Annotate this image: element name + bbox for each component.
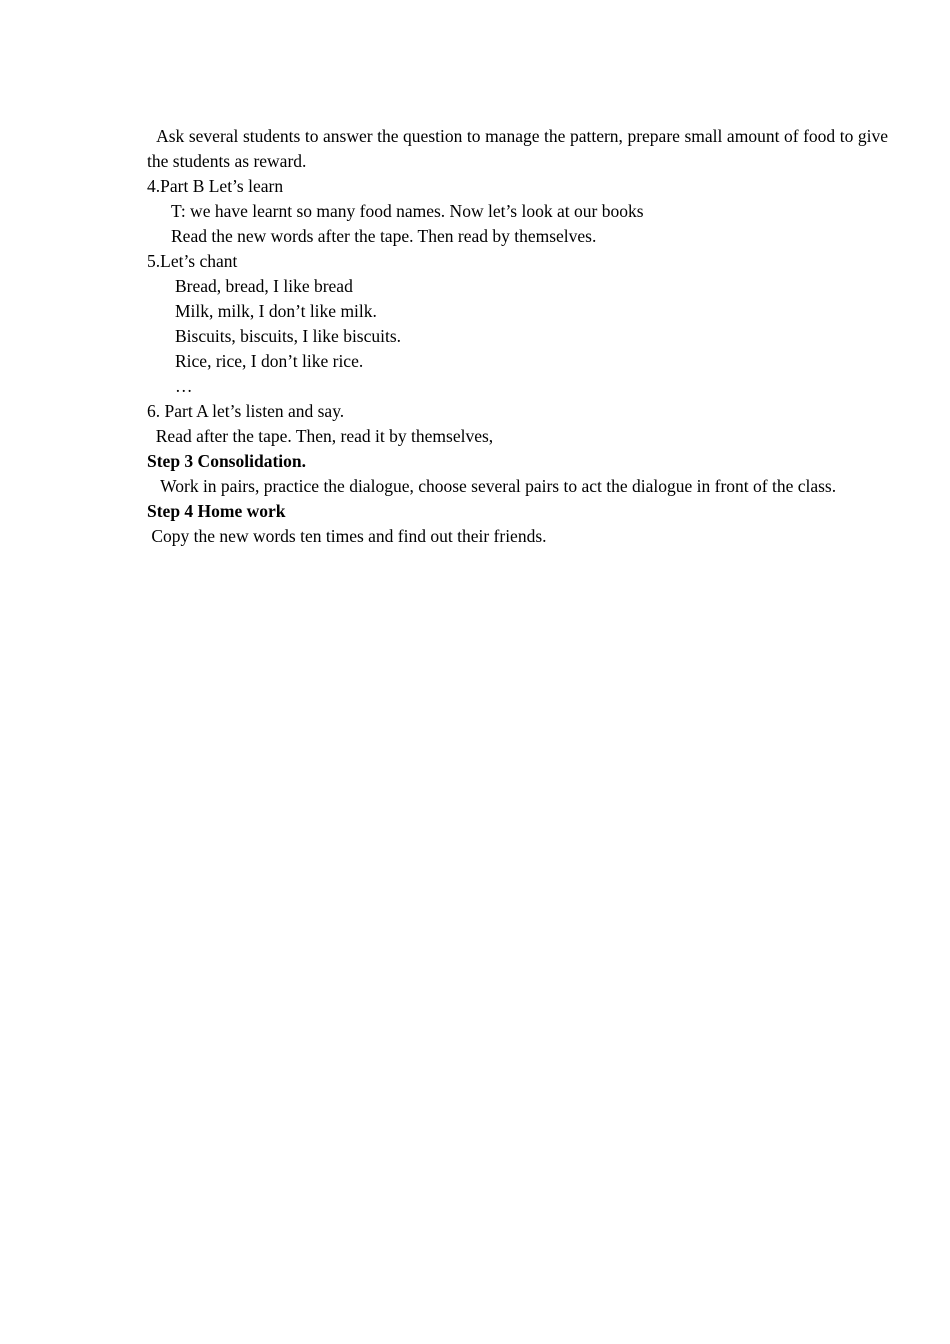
chant-ellipsis: … <box>175 376 193 396</box>
chant-heading: 5.Let’s chant <box>147 251 238 271</box>
step4-heading: Step 4 Home work <box>147 501 286 521</box>
chant-line: Rice, rice, I don’t like rice. <box>175 351 364 371</box>
chant-line: Milk, milk, I don’t like milk. <box>175 301 377 321</box>
part-b-heading: 4.Part B Let’s learn <box>147 176 284 196</box>
chant-line: Biscuits, biscuits, I like biscuits. <box>175 326 402 346</box>
chant-line: Bread, bread, I like bread <box>175 276 353 296</box>
step3-heading: Step 3 Consolidation. <box>147 451 306 471</box>
step3-paragraph: Work in pairs, practice the dialogue, choose several pairs to act the dialogue in front of the class. <box>147 476 837 496</box>
part-a-read-line: Read after the tape. Then, read it by themselves, <box>147 426 494 446</box>
part-b-teacher-line: T: we have learnt so many food names. Now let’s look at our books <box>171 201 644 221</box>
part-b-read-line: Read the new words after the tape. Then read by themselves. <box>171 226 597 246</box>
ask-students-paragraph: Ask several students to answer the question to manage the pattern, prepare small amount of food to give the students as reward. <box>147 126 893 171</box>
step4-paragraph: Copy the new words ten times and find out their friends. <box>147 526 547 546</box>
document-page <box>147 124 893 549</box>
part-a-heading: 6. Part A let’s listen and say. <box>147 401 345 421</box>
